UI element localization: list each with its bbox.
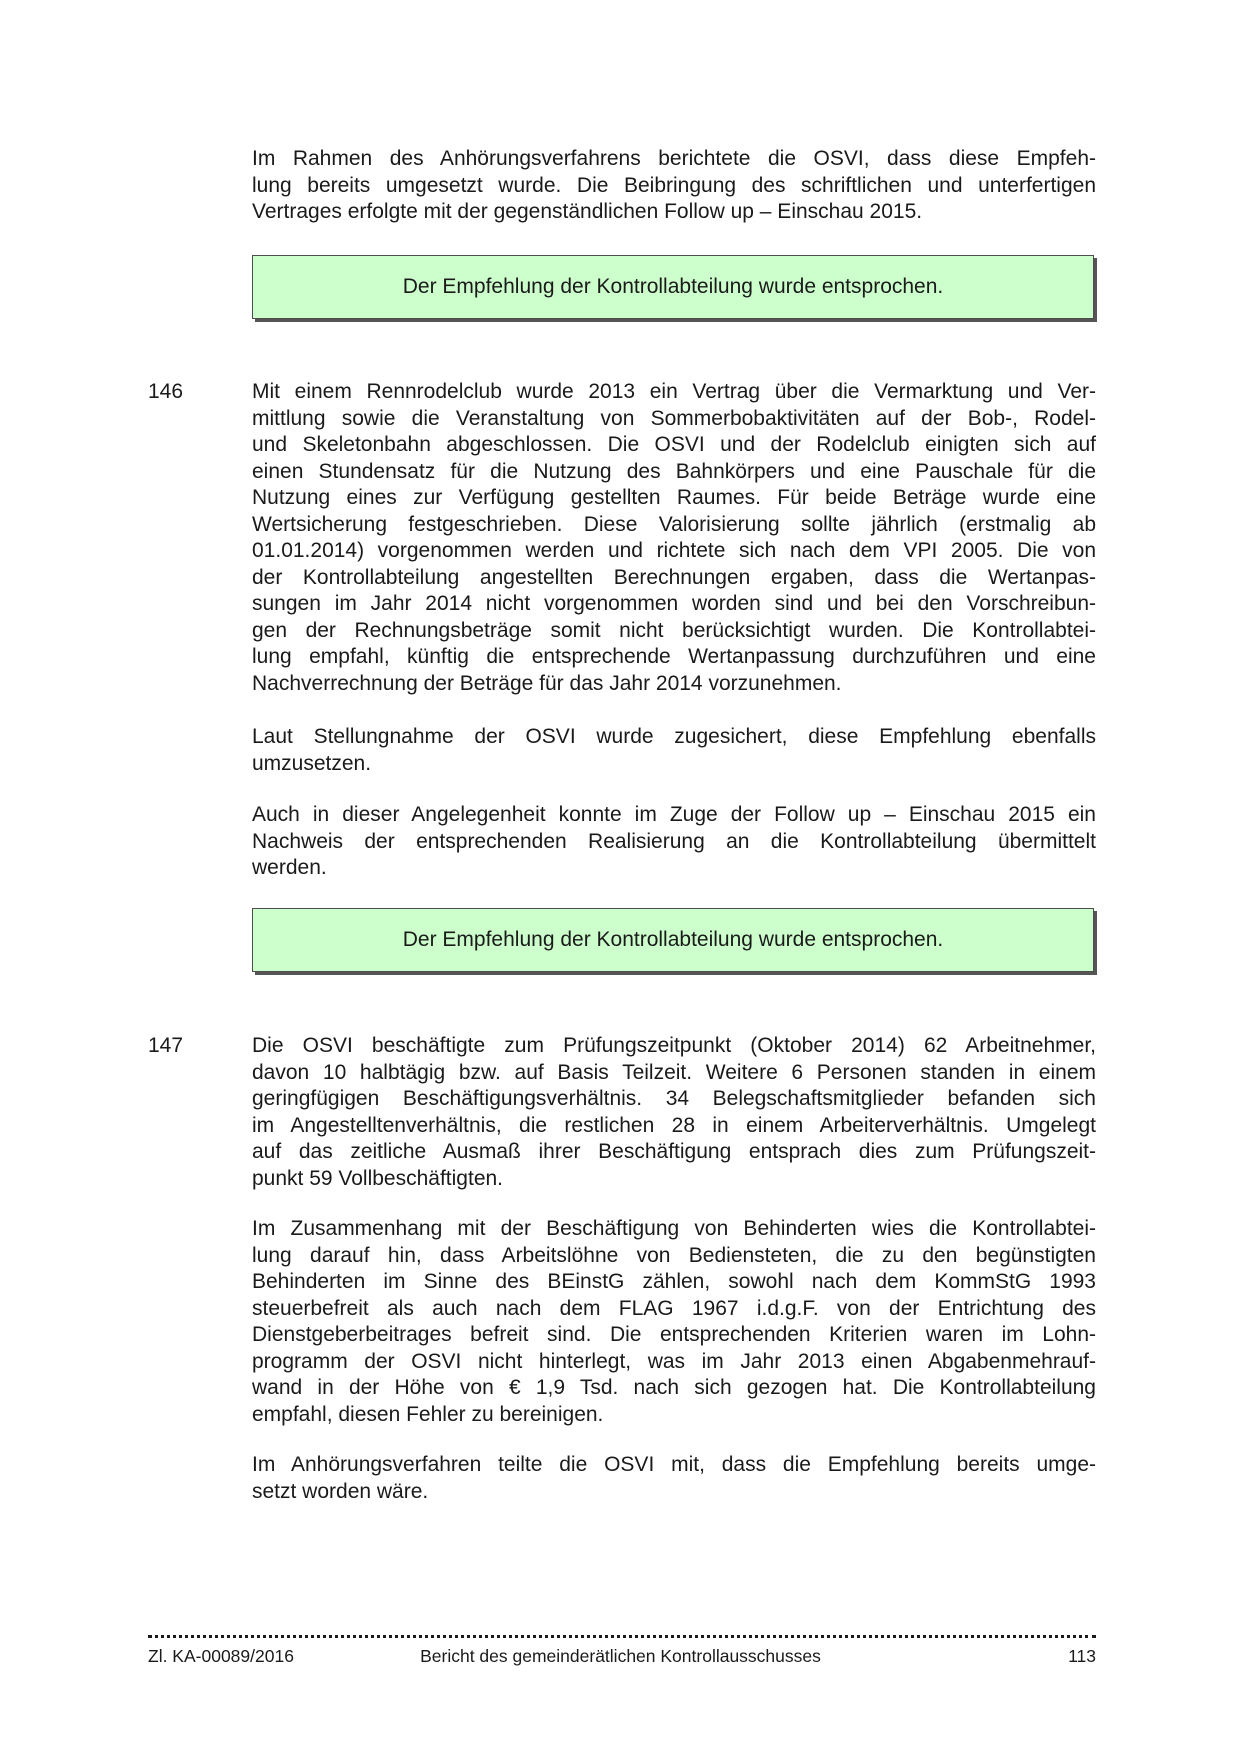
text-line: Dienstgeberbeitrages befreit sind. Die entsprechenden Kriterien waren im Lohn-: [252, 1323, 1096, 1346]
footer-title: Bericht des gemeinderätlichen Kontrollausschusses: [420, 1646, 821, 1666]
result-box-text: Der Empfehlung der Kontrollabteilung wurde entsprochen.: [402, 275, 944, 298]
result-box-text: Der Empfehlung der Kontrollabteilung wurde entsprochen.: [402, 928, 944, 951]
text-line: Vertrages erfolgte mit der gegenständlichen Follow up – Einschau 2015.: [252, 200, 923, 223]
text-line: sungen im Jahr 2014 nicht vorgenommen worden sind und bei den Vorschreibun-: [252, 592, 1096, 615]
text-line: davon 10 halbtägig bzw. auf Basis Teilzeit. Weitere 6 Personen standen in einem: [252, 1060, 1096, 1084]
text-line: auf das zeitliche Ausmaß ihrer Beschäftigung entsprach dies zum Prüfungszeit-: [252, 1140, 1096, 1163]
footer-dotted-rule: [148, 1635, 1096, 1638]
text-line: wand in der Höhe von € 1,9 Tsd. nach sich gezogen hat. Die Kontrollabteilung: [252, 1376, 1096, 1399]
section-147-paragraph-1: [252, 1033, 1096, 1192]
text-line: und Skeletonbahn abgeschlossen. Die OSVI und der Rodelclub einigten sich auf: [252, 433, 1096, 456]
text-line: programm der OSVI nicht hinterlegt, was im Jahr 2013 einen Abgabenmehrauf-: [252, 1349, 1096, 1373]
text-line: Die OSVI beschäftigte zum Prüfungszeitpunkt (Oktober 2014) 62 Arbeitnehmer,: [252, 1034, 1096, 1057]
text-line: Auch in dieser Angelegenheit konnte im Zuge der Follow up – Einschau 2015 ein: [252, 803, 1096, 826]
text-line: Nachverrechnung der Beträge für das Jahr 2014 vorzunehmen.: [252, 671, 842, 695]
section-146-paragraph-3: [252, 802, 1096, 882]
text-line: im Angestelltenverhältnis, die restlichen 28 in einem Arbeiterverhältnis. Umgelegt: [252, 1113, 1096, 1137]
section-number-146: 146: [148, 380, 184, 403]
text-line: punkt 59 Vollbeschäftigten.: [252, 1166, 504, 1190]
text-line: mittlung sowie die Veranstaltung von Sommerbobaktivitäten auf der Bob-, Rodel-: [252, 406, 1096, 430]
text-line: Nachweis der entsprechenden Realisierung an die Kontrollabteilung übermittelt: [252, 829, 1096, 853]
text-line: steuerbefreit als auch nach dem FLAG 1967 i.d.g.F. von der Entrichtung des: [252, 1296, 1096, 1320]
intro-paragraph: [252, 146, 1096, 226]
page-number: 113: [1068, 1646, 1096, 1666]
section-146-paragraph-2: [252, 724, 1096, 777]
text-line: lung darauf hin, dass Arbeitslöhne von Bediensteten, die zu den begünstigten: [252, 1243, 1096, 1267]
section-number-147: 147: [148, 1034, 184, 1057]
text-line: Im Zusammenhang mit der Beschäftigung von Behinderten wies die Kontrollabtei-: [252, 1217, 1096, 1240]
result-box-2: [252, 908, 1094, 972]
text-line: einen Stundensatz für die Nutzung des Bahnkörpers und eine Pauschale für die: [252, 459, 1096, 483]
text-line: der Kontrollabteilung angestellten Berechnungen ergaben, dass die Wertanpas-: [252, 565, 1096, 589]
text-line: Mit einem Rennrodelclub wurde 2013 ein Vertrag über die Vermarktung und Ver-: [252, 380, 1096, 403]
text-line: Behinderten im Sinne des BEinstG zählen, sowohl nach dem KommStG 1993: [252, 1270, 1096, 1293]
text-line: Nutzung eines zur Verfügung gestellten Raumes. Für beide Beträge wurde eine: [252, 486, 1096, 509]
section-147-paragraph-2: [252, 1216, 1096, 1428]
footer-reference: Zl. KA-00089/2016: [148, 1646, 294, 1666]
text-line: Im Anhörungsverfahren teilte die OSVI mit, dass die Empfehlung bereits umge-: [252, 1453, 1096, 1476]
section-147-paragraph-3: [252, 1452, 1096, 1505]
result-box-1: [252, 255, 1094, 319]
text-line: geringfügigen Beschäftigungsverhältnis. 34 Belegschaftsmitglieder befanden sich: [252, 1087, 1096, 1110]
text-line: Laut Stellungnahme der OSVI wurde zugesichert, diese Empfehlung ebenfalls: [252, 725, 1096, 748]
text-line: empfahl, diesen Fehler zu bereinigen.: [252, 1402, 604, 1426]
text-line: setzt worden wäre.: [252, 1479, 429, 1503]
text-line: Wertsicherung festgeschrieben. Diese Valorisierung sollte jährlich (erstmalig ab: [252, 512, 1096, 536]
text-line: 01.01.2014) vorgenommen werden und richtete sich nach dem VPI 2005. Die von: [252, 539, 1096, 562]
text-line: werden.: [252, 856, 327, 879]
text-line: gen der Rechnungsbeträge somit nicht berücksichtigt wurden. Die Kontrollabtei-: [252, 618, 1096, 642]
text-line: lung empfahl, künftig die entsprechende Wertanpassung durchzuführen und eine: [252, 645, 1096, 668]
text-line: umzusetzen.: [252, 751, 372, 775]
text-line: lung bereits umgesetzt wurde. Die Beibringung des schriftlichen und unterfertigen: [252, 173, 1096, 197]
text-line: Im Rahmen des Anhörungsverfahrens berichtete die OSVI, dass diese Empfeh-: [252, 147, 1096, 170]
section-146-paragraph-1: [252, 379, 1096, 697]
